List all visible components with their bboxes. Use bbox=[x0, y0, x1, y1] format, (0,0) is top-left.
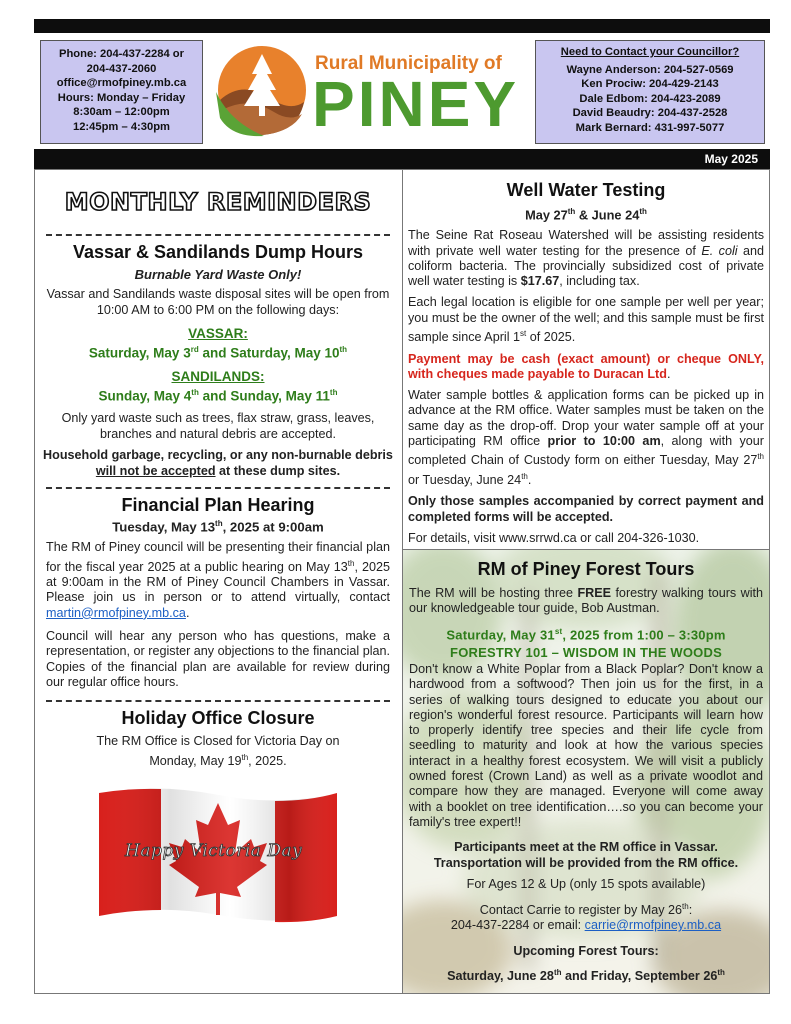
well-water-p2: Each legal location is eligible for one sample per well per year; you must be the owner of the well; and this sample must be first sample since April 1st of 2025. bbox=[408, 295, 764, 345]
councillor-heading: Need to Contact your Councillor? bbox=[560, 46, 740, 58]
holiday-line2: Monday, May 19th, 2025. bbox=[149, 752, 287, 768]
holiday-line1: The RM Office is Closed for Victoria Day on bbox=[96, 734, 340, 749]
well-water-dates: May 27th & June 24th bbox=[525, 207, 647, 223]
vassar-days: Saturday, May 3rd and Saturday, May 10th bbox=[88, 345, 348, 361]
phone-line: Phone: 204-437-2284 or bbox=[59, 48, 184, 60]
forest-tours-title: RM of Piney Forest Tours bbox=[477, 559, 695, 579]
forest-tour-meeting: Participants meet at the RM office in Vassar. Transportation will be provided from the RM office. bbox=[433, 840, 739, 870]
dump-intro: Vassar and Sandilands waste disposal sites will be open from 10:00 AM to 6:00 PM on the following days: bbox=[46, 287, 390, 317]
financial-plan-date: Tuesday, May 13th, 2025 at 9:00am bbox=[112, 519, 324, 535]
carrie-email-link[interactable]: carrie@rmofpiney.mb.ca bbox=[584, 918, 722, 933]
section-divider bbox=[46, 487, 390, 489]
issue-date-bar bbox=[34, 149, 770, 169]
logo-top-text: Rural Municipality of bbox=[315, 53, 502, 74]
forest-tour-register: Contact Carrie to register by May 26th: 204-437-2284 or email: carrie@rmofpiney.mb.ca bbox=[450, 901, 722, 933]
section-divider bbox=[46, 234, 390, 236]
well-water-p3: Water sample bottles & application forms can be picked up in advance at the RM office. Water samples must be taken on the same day as the drop-off. Drop your water sample off at your participating RM office prior to 10:00 am, along with your completed Chain of Custody form on either Tuesday, May 27th or Tuesday, June 24th. bbox=[408, 388, 764, 487]
hours-line: Hours: Monday – Friday bbox=[57, 91, 186, 104]
forest-tour-ages: For Ages 12 & Up (only 15 spots available) bbox=[466, 877, 706, 892]
financial-plan-p2: Council will hear any person who has questions, make a representation, or register any objections to the financial plan. Copies of the financial plan are available for review during our regular office hours. bbox=[46, 629, 390, 689]
well-water-p4: Only those samples accompanied by correct payment and completed forms will be accepted. bbox=[408, 494, 764, 524]
hours-afternoon: 12:45pm – 4:30pm bbox=[72, 120, 170, 133]
rm-piney-logo bbox=[212, 40, 528, 144]
councillor-item: Dale Edbom: 204-423-2089 bbox=[579, 92, 721, 105]
councillor-box bbox=[535, 40, 765, 144]
right-column bbox=[408, 176, 764, 546]
phone-line-2: 204-437-2060 bbox=[86, 62, 157, 75]
upcoming-tours-dates: Saturday, June 28th and Friday, September 26th bbox=[447, 968, 725, 984]
forest-tours-section bbox=[409, 557, 763, 985]
forest-tour-date: Saturday, May 31st, 2025 from 1:00 – 3:30pm bbox=[446, 626, 726, 642]
canada-flag-image bbox=[99, 783, 337, 926]
forest-tour-subtitle: FORESTRY 101 – WISDOM IN THE WOODS bbox=[450, 644, 722, 660]
forest-tour-description: Don't know a White Poplar from a Black Poplar? Don't know a hardwood from a softwood? Then join us for the first, in a series of walking tours designed to educate you about our region's wonderful forest resource. Participants will learn how to properly identify tree species and their life cycle from seedling to maturity and look at how the various species interact in a healthy forest ecosystem. We will visit a publicly owned forest (Crown Land) as well as a private woodlot and compare how they are managed. Everyone will come away with a booklet on tree identification….so you can become your family's tree expert!! bbox=[409, 661, 763, 829]
financial-plan-title: Financial Plan Hearing bbox=[121, 495, 315, 515]
top-bar bbox=[34, 19, 770, 33]
councillor-item: Mark Bernard: 431-997-5077 bbox=[575, 121, 725, 134]
financial-plan-p1: The RM of Piney council will be presenting their financial plan for the fiscal year 2025 at a public hearing on May 13th, 2025 at 9:00am in the RM of Piney Council Chambers in Vassar. Please join us in person or to attend virtually, contact martin@rmofpiney.mb.ca. bbox=[46, 540, 390, 620]
dump-hours-title: Vassar & Sandilands Dump Hours bbox=[72, 242, 364, 262]
upcoming-tours-title: Upcoming Forest Tours: bbox=[513, 943, 659, 958]
councillor-item: Wayne Anderson: 204-527-0569 bbox=[566, 63, 734, 76]
section-divider bbox=[46, 700, 390, 702]
vassar-label: VASSAR: bbox=[188, 326, 248, 341]
martin-email-link[interactable]: martin@rmofpiney.mb.ca bbox=[46, 605, 186, 620]
flag-caption: Happy Victoria Day bbox=[125, 841, 303, 862]
well-water-payment: Payment may be cash (exact amount) or cheque ONLY, with cheques made payable to Duracan Ltd. bbox=[408, 351, 764, 381]
logo-main-text: PINEY bbox=[312, 68, 520, 140]
dump-not-allowed-text: Household garbage, recycling, or any non-burnable debris will not be accepted at these dump sites. bbox=[43, 448, 393, 478]
councillor-item: Ken Prociw: 204-429-2143 bbox=[581, 78, 719, 91]
hours-morning: 8:30am – 12:00pm bbox=[73, 106, 170, 118]
holiday-closure-title: Holiday Office Closure bbox=[121, 708, 315, 729]
left-column bbox=[40, 176, 396, 926]
well-water-contact: For details, visit www.srrwd.ca or call 204-326-1030. bbox=[408, 530, 700, 545]
well-water-p1: The Seine Rat Roseau Watershed will be assisting residents with private well water testing for the presence of E. coli and coliform bacteria. The provincially subsidized cost of private well water testing is $17.67, including tax. bbox=[408, 228, 765, 289]
issue-date: May 2025 bbox=[704, 152, 758, 166]
forest-tours-intro: The RM will be hosting three FREE forestry walking tours with our knowledgeable tour guide, Bob Austman. bbox=[409, 586, 763, 616]
monthly-reminders-title: MONTHLY REMINDERS bbox=[64, 188, 372, 216]
contact-box bbox=[40, 40, 203, 144]
right-section-divider bbox=[402, 549, 770, 550]
logo-emblem-icon bbox=[212, 40, 322, 144]
sandilands-label: SANDILANDS: bbox=[171, 368, 265, 384]
councillor-item: David Beaudry: 204-437-2528 bbox=[572, 107, 728, 120]
sandilands-days: Sunday, May 4th and Sunday, May 11th bbox=[98, 387, 338, 403]
dump-subtitle: Burnable Yard Waste Only! bbox=[134, 267, 302, 282]
well-water-title: Well Water Testing bbox=[506, 180, 666, 200]
office-email: office@rmofpiney.mb.ca bbox=[56, 77, 187, 89]
dump-allowed-text: Only yard waste such as trees, flax straw, grass, leaves, branches and natural debris are accepted. bbox=[61, 411, 375, 441]
